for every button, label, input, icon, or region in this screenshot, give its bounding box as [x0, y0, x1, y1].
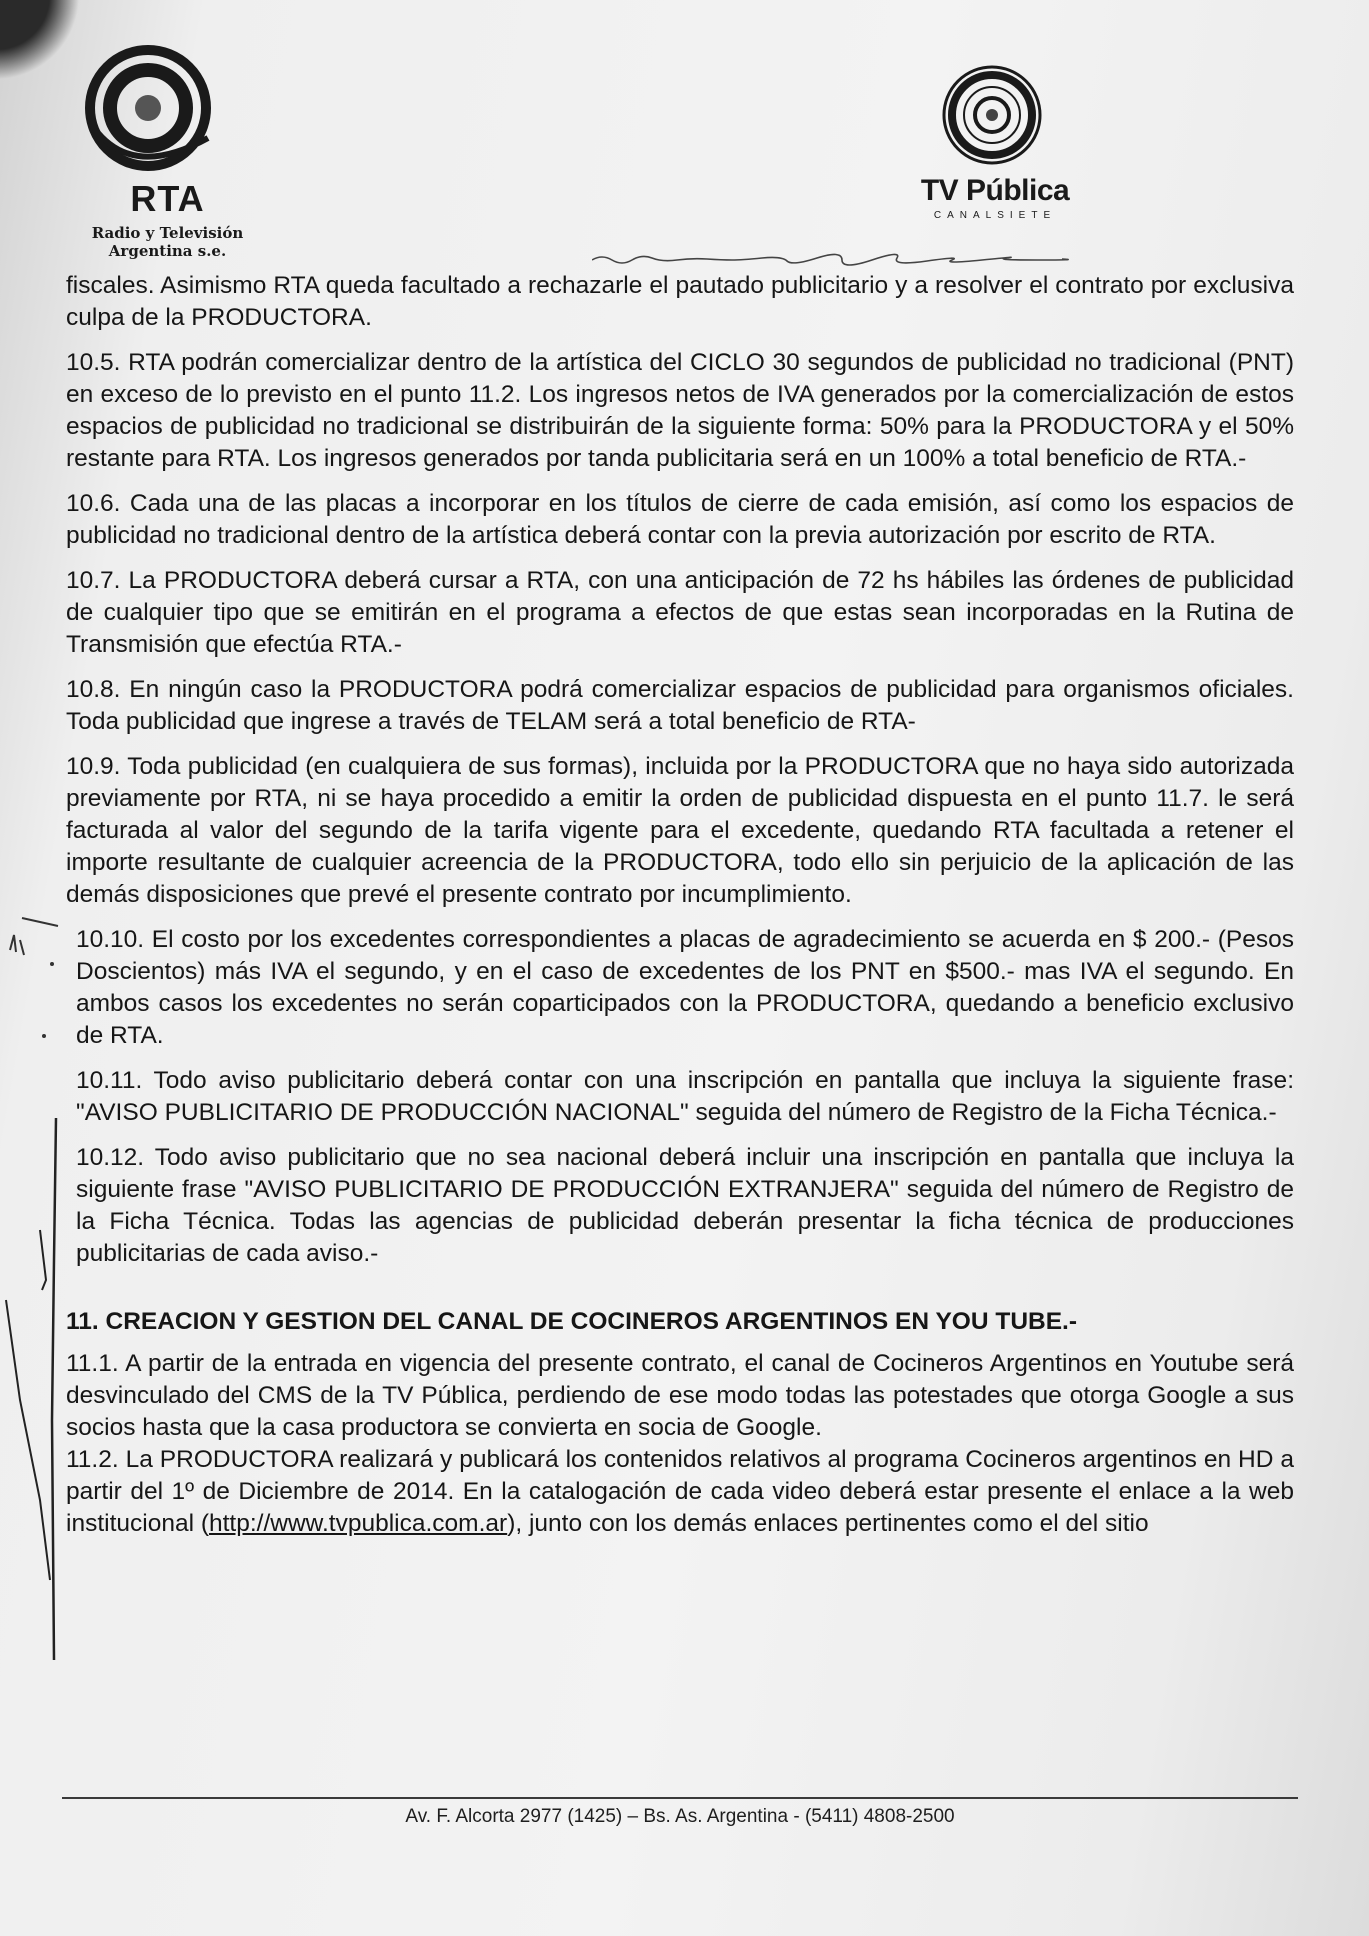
clause-11-2 — [66, 1444, 1294, 1540]
header-cursive-line — [592, 248, 1072, 268]
tv-publica-logo-name: TV Pública — [920, 174, 1070, 207]
clause-10-7: 10.7. La PRODUCTORA deberá cursar a RTA, con una anticipación de 72 hs hábiles las órdenes de publicidad de cualquier tipo que se emitirán en el programa a efectos de que estas sean incorporadas en la Rutina de Transmisión que efectúa RTA.- — [66, 567, 1294, 658]
clause-10-8: 10.8. En ningún caso la PRODUCTORA podrá comercializar espacios de publicidad para organismos oficiales. Toda publicidad que ingrese a través de TELAM será a total beneficio de RTA- — [66, 676, 1294, 735]
clause-10-5: 10.5. RTA podrán comercializar dentro de la artística del CICLO 30 segundos de publicidad no tradicional (PNT) en exceso de lo previsto en el punto 11.2. Los ingresos netos de IVA generados por la comercialización de estos espacios de publicidad no tradicional se distribuirán de la siguiente forma: 50% para la PRODUCTORA y el 50% restante para RTA. Los ingresos generados por tanda publicitaria será en un 100% a total beneficio de RTA.- — [66, 349, 1294, 472]
clause-10-6: 10.6. Cada una de las placas a incorporar en los títulos de cierre de cada emisión, así como los espacios de publicidad no tradicional dentro de la artística deberá contar con la previa autorización por escrito de RTA. — [66, 490, 1294, 549]
tv-publica-logo — [937, 60, 1047, 170]
paragraph-fiscales: fiscales. Asimismo RTA queda facultado a rechazarle el pautado publicitario y a resolver el contrato por exclusiva culpa de la PRODUCTORA. — [66, 272, 1294, 331]
document-body — [66, 270, 1294, 1540]
clause-11-2-text-end: ), junto con los demás enlaces pertinentes como el del sitio — [507, 1510, 1149, 1537]
footer-address: Av. F. Alcorta 2977 (1425) – Bs. As. Argentina - (5411) 4808-2500 — [405, 1806, 955, 1827]
section-11-heading: 11. CREACION Y GESTION DEL CANAL DE COCINEROS ARGENTINOS EN YOU TUBE.- — [66, 1308, 1078, 1335]
clause-11-2-text: 11.2. La PRODUCTORA realizará y publicará los contenidos relativos al programa Cocineros argentinos en HD a partir del 1º de Diciembre de 2014. En la catalogación de cada video deberá estar presente el enlace a la web institucional ( — [66, 1446, 1294, 1537]
footer-divider — [62, 1797, 1298, 1799]
clause-11-1: 11.1. A partir de la entrada en vigencia del presente contrato, el canal de Cocineros Argentinos en Youtube será desvinculado del CMS de la TV Pública, perdiendo de ese modo todas las potestades que otorga Google a sus socios hasta que la casa productora se convierta en socia de Google. — [66, 1350, 1294, 1441]
rta-logo-subtitle-2: Argentina s.e. — [108, 242, 227, 260]
rta-logo-name: RTA — [130, 178, 205, 219]
clause-10-12: 10.12. Todo aviso publicitario que no sea nacional deberá incluir una inscripción en pantalla que incluya la siguiente frase "AVISO PUBLICITARIO DE PRODUCCIÓN EXTRANJERA" seguida del número de Registro de la Ficha Técnica. Todas las agencias de publicidad deberán presentar la ficha técnica de producciones publicitarias de cada aviso.- — [76, 1144, 1294, 1267]
clause-10-11: 10.11. Todo aviso publicitario deberá contar con una inscripción en pantalla que incluya la siguiente frase: "AVISO PUBLICITARIO DE PRODUCCIÓN NACIONAL" seguida del número de Registro de la Ficha Técnica.- — [76, 1067, 1294, 1126]
rta-logo-subtitle: Radio y Televisión — [91, 224, 244, 242]
handwritten-margin-marks — [0, 0, 120, 1936]
tvpublica-link[interactable]: http://www.tvpublica.com.ar — [208, 1510, 508, 1537]
tv-publica-logo-subtitle: CANALSIETE — [933, 210, 1057, 221]
clause-10-10: 10.10. El costo por los excedentes correspondientes a placas de agradecimiento se acuerda en $ 200.- (Pesos Doscientos) más IVA el segundo, y en el caso de excedentes de los PNT en $500.- mas IVA el segundo. En ambos casos los excedentes no serán coparticipados con la PRODUCTORA, quedando a beneficio exclusivo de RTA. — [76, 926, 1294, 1049]
clause-10-9: 10.9. Toda publicidad (en cualquiera de sus formas), incluida por la PRODUCTORA que no haya sido autorizada previamente por RTA, ni se haya procedido a emitir la orden de publicidad dispuesta en el punto 11.7. le será facturada al valor del segundo de la tarifa vigente para el excedente, quedando RTA facultada a retener el importe resultante de cualquier acreencia de la PRODUCTORA, todo ello sin perjuicio de la aplicación de las demás disposiciones que prevé el presente contrato por incumplimiento. — [66, 753, 1294, 908]
